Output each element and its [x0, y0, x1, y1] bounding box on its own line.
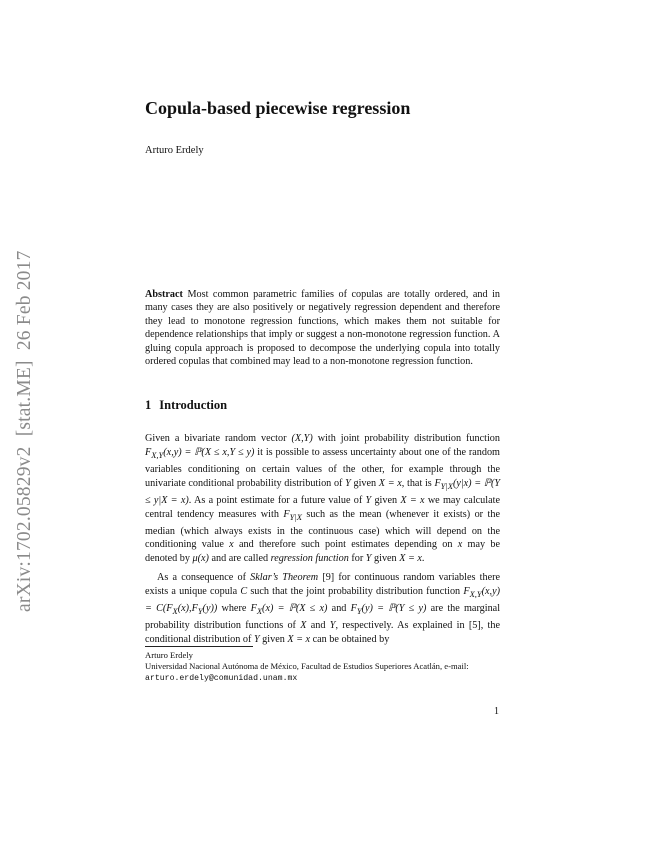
abstract [145, 288, 500, 368]
text-run: As a consequence of [157, 572, 251, 584]
math: (y)) [202, 603, 218, 615]
math: (y) = ℙ(Y ≤ y) [361, 603, 427, 615]
footnote-affiliation: Universidad Nacional Autónoma de México, Facultad de Estudios Superiores Acatlán, e-mail: [145, 661, 469, 672]
math-subscript: X,Y [151, 449, 164, 460]
math: F [145, 446, 152, 458]
math-subscript: Y|X [440, 480, 453, 491]
math: C [240, 586, 248, 598]
math: (y|x) = ℙ(Y ≤ y|X = x) [145, 477, 500, 506]
math: x [229, 539, 234, 551]
text-run: . [421, 553, 425, 565]
paper-author: Arturo Erdely [145, 145, 204, 156]
abstract-label: Abstract [145, 289, 183, 300]
text-run: given [350, 477, 379, 489]
abstract-text: Most common parametric families of copulas are totally ordered, and in many cases they are also positively or negatively regression dependent and therefore they lead to monotone regression functions, which makes them not suitable for dependence relationships that imply or suggest a non-monotone regression function. A gluing copula approach is proposed to decompose the underlying copula into totally ordered copulas that combined may lead to a non-monotone regression function. [145, 289, 501, 368]
text-run: , that is [401, 477, 435, 489]
paper-title: Copula-based piecewise regression [145, 98, 411, 118]
emphasized-term: Sklar’s Theorem [250, 572, 319, 584]
math: X [300, 620, 307, 632]
text-run: can be obtained by [310, 633, 390, 645]
text-run: . As a point estimate for a future value of [188, 494, 366, 506]
text-run: and [327, 603, 351, 615]
page-number: 1 [494, 706, 499, 717]
text-run: such as the mean (whenever it exists) or the median (which always exists in the continuous case) which will depend on the conditioning value [145, 508, 500, 551]
math: F [463, 586, 470, 598]
math: (x,y) = C(F [145, 586, 500, 615]
text-run: we may calculate central tendency measures with [145, 494, 500, 520]
math: Y [365, 494, 372, 506]
math: μ(x) [192, 553, 209, 565]
math-subscript: X [172, 606, 178, 617]
math: (x,y) = ℙ(X ≤ x,Y ≤ y) [163, 446, 255, 458]
footnote-author-name: Arturo Erdely [145, 650, 193, 660]
math: X = x [378, 477, 402, 489]
math: X = x [287, 633, 311, 645]
section-heading [145, 398, 227, 413]
text-run: given [371, 553, 400, 565]
text-run: for [348, 553, 366, 565]
text-run: are the marginal probability distribution functions of [145, 603, 501, 632]
text-run: given [259, 633, 288, 645]
math: X = x [399, 553, 422, 565]
text-run: with joint probability distribution function [312, 433, 500, 444]
math-subscript: Y [356, 606, 362, 617]
text-run: and therefore such point estimates depending on [233, 539, 458, 551]
paragraph-2 [145, 571, 500, 647]
math: Y [365, 553, 372, 565]
emphasized-term: regression function [270, 553, 349, 565]
text-run: [9] for continuous random variables there exists a unique copula [145, 572, 501, 598]
footnote-divider [145, 646, 253, 647]
text-run: Given a bivariate random vector [145, 433, 292, 444]
text-run: , respectively. As explained in [5], the conditional distribution of [145, 620, 500, 645]
text-run: may be denoted by [145, 539, 501, 565]
section-title: Introduction [159, 398, 228, 412]
math-subscript: Y|X [289, 511, 302, 522]
text-run: and [306, 620, 330, 632]
footnote-email-link[interactable]: arturo.erdely@comunidad.unam.mx [145, 673, 298, 683]
math: F [434, 477, 441, 489]
math: (x) = ℙ(X ≤ x) [262, 603, 328, 615]
math: Y [345, 477, 351, 489]
text-run: and are called [208, 553, 271, 565]
text-run: it is possible to assess uncertainty about one of the random variables conditioning on certain values of the other, for example through the univariate conditional probability distribution of [145, 446, 500, 489]
math: X = x [400, 494, 425, 506]
math: Y [329, 620, 336, 632]
author-footnote [145, 650, 515, 684]
math: F [350, 603, 357, 615]
math: (x),F [177, 603, 198, 615]
math-subscript: X,Y [469, 589, 482, 600]
text-run: given [371, 494, 401, 506]
math: x [457, 539, 463, 551]
math-subscript: X [256, 606, 263, 617]
math-subscript: Y [197, 606, 203, 617]
paragraph-1 [145, 432, 500, 566]
math: Y [253, 633, 260, 645]
math: F [283, 508, 290, 520]
math: (X,Y) [291, 433, 313, 444]
section-body [145, 432, 500, 647]
section-number: 1 [145, 398, 152, 412]
text-run: such that the joint probability distribution function [247, 586, 464, 598]
text-run: where [217, 603, 251, 615]
math: F [250, 603, 257, 615]
arxiv-identifier-stamp[interactable]: arXiv:1702.05829v2 [stat.ME] 26 Feb 2017 [14, 250, 35, 612]
